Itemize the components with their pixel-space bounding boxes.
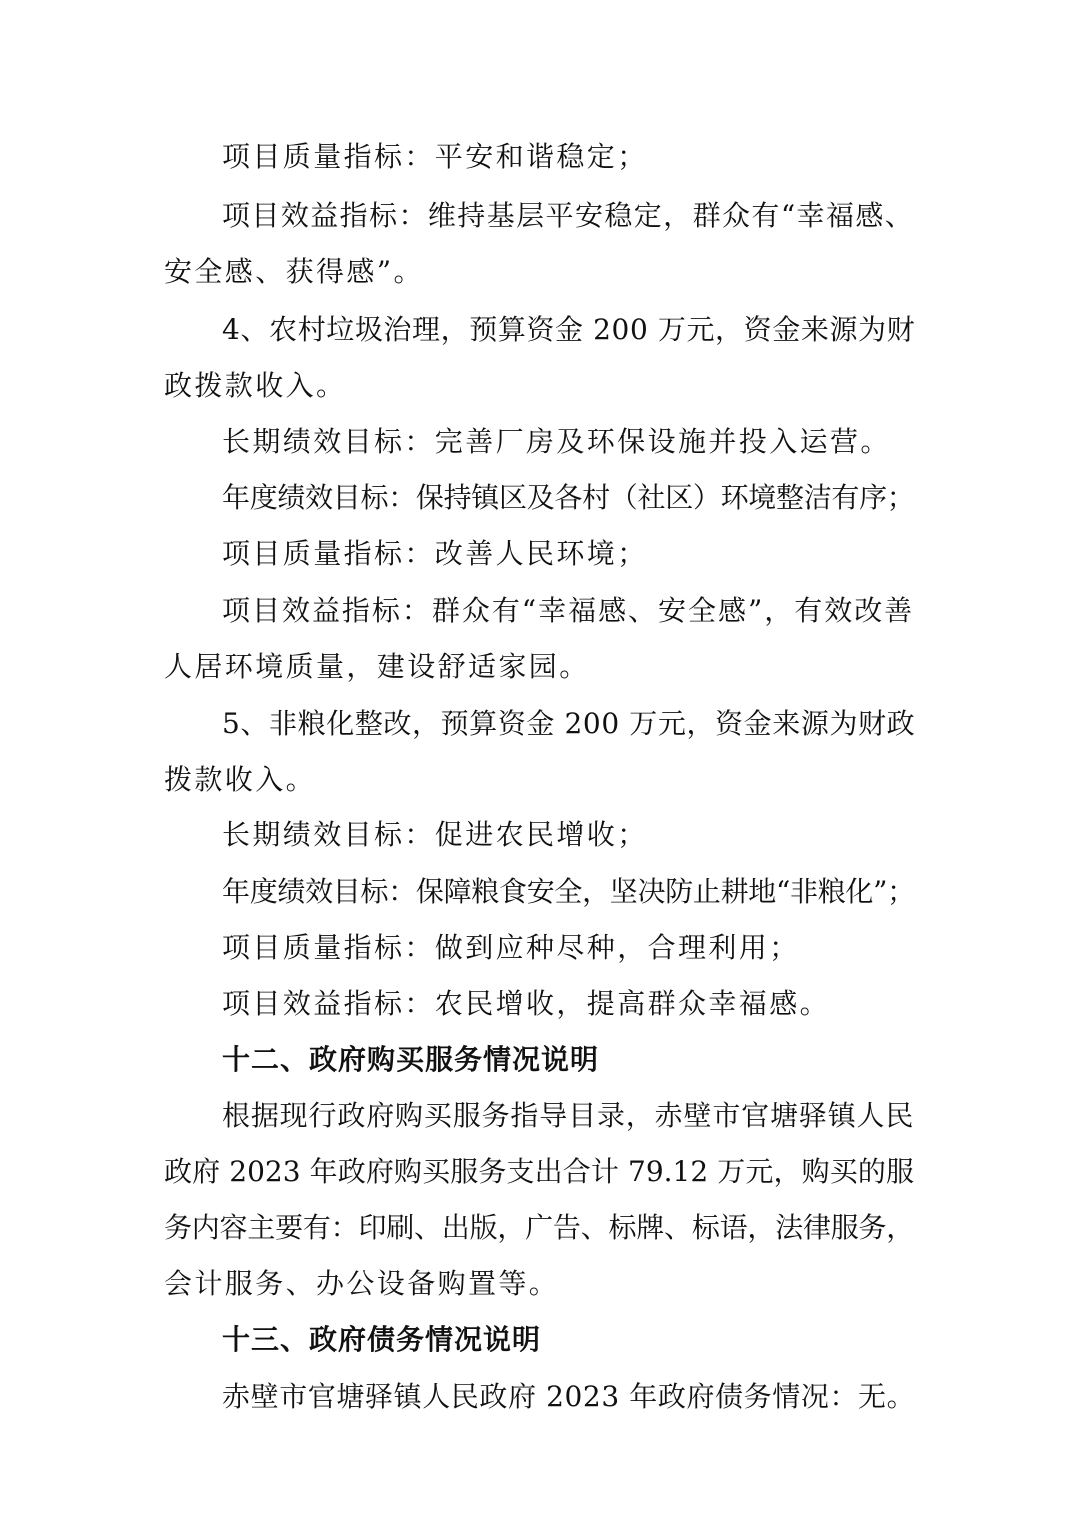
paragraph-line: 项目效益指标：农民增收，提高群众幸福感。	[222, 987, 831, 1020]
paragraph-line: 长期绩效目标：促进农民增收；	[222, 818, 648, 851]
paragraph-line: 5、非粮化整改，预算资金 200 万元，资金来源为财政	[222, 707, 916, 740]
paragraph-line: 项目质量指标：平安和谐稳定；	[222, 140, 648, 173]
paragraph-line: 拨款收入。	[164, 763, 317, 796]
paragraph-line: 务内容主要有：印刷、出版，广告、标牌、标语，法律服务，	[164, 1211, 914, 1244]
paragraph-line: 安全感、获得感”。	[164, 255, 424, 288]
paragraph-line: 年度绩效目标：保持镇区及各村（社区）环境整洁有序；	[222, 481, 915, 514]
paragraph-line: 长期绩效目标：完善厂房及环保设施并投入运营。	[222, 425, 891, 458]
paragraph-line: 根据现行政府购买服务指导目录，赤壁市官塘驿镇人民	[222, 1099, 914, 1132]
paragraph-line: 项目质量指标：改善人民环境；	[222, 537, 648, 570]
paragraph-line: 项目质量指标：做到应种尽种，合理利用；	[222, 931, 800, 964]
paragraph-line: 会计服务、办公设备购置等。	[164, 1267, 560, 1300]
paragraph-line: 项目效益指标：维持基层平安稳定，群众有“幸福感、	[222, 199, 914, 232]
paragraph-line: 人居环境质量，建设舒适家园。	[164, 650, 590, 683]
paragraph-line: 赤壁市官塘驿镇人民政府 2023 年政府债务情况：无。	[222, 1380, 916, 1413]
section-heading: 十二、政府购买服务情况说明	[222, 1043, 600, 1076]
paragraph-line: 项目效益指标：群众有“幸福感、安全感”，有效改善	[222, 594, 914, 627]
paragraph-line: 4、农村垃圾治理，预算资金 200 万元，资金来源为财	[222, 313, 916, 346]
section-heading: 十三、政府债务情况说明	[222, 1323, 542, 1356]
paragraph-line: 政拨款收入。	[164, 369, 347, 402]
paragraph-line: 政府 2023 年政府购买服务支出合计 79.12 万元，购买的服	[164, 1155, 914, 1188]
paragraph-line: 年度绩效目标：保障粮食安全，坚决防止耕地“非粮化”；	[222, 875, 915, 908]
